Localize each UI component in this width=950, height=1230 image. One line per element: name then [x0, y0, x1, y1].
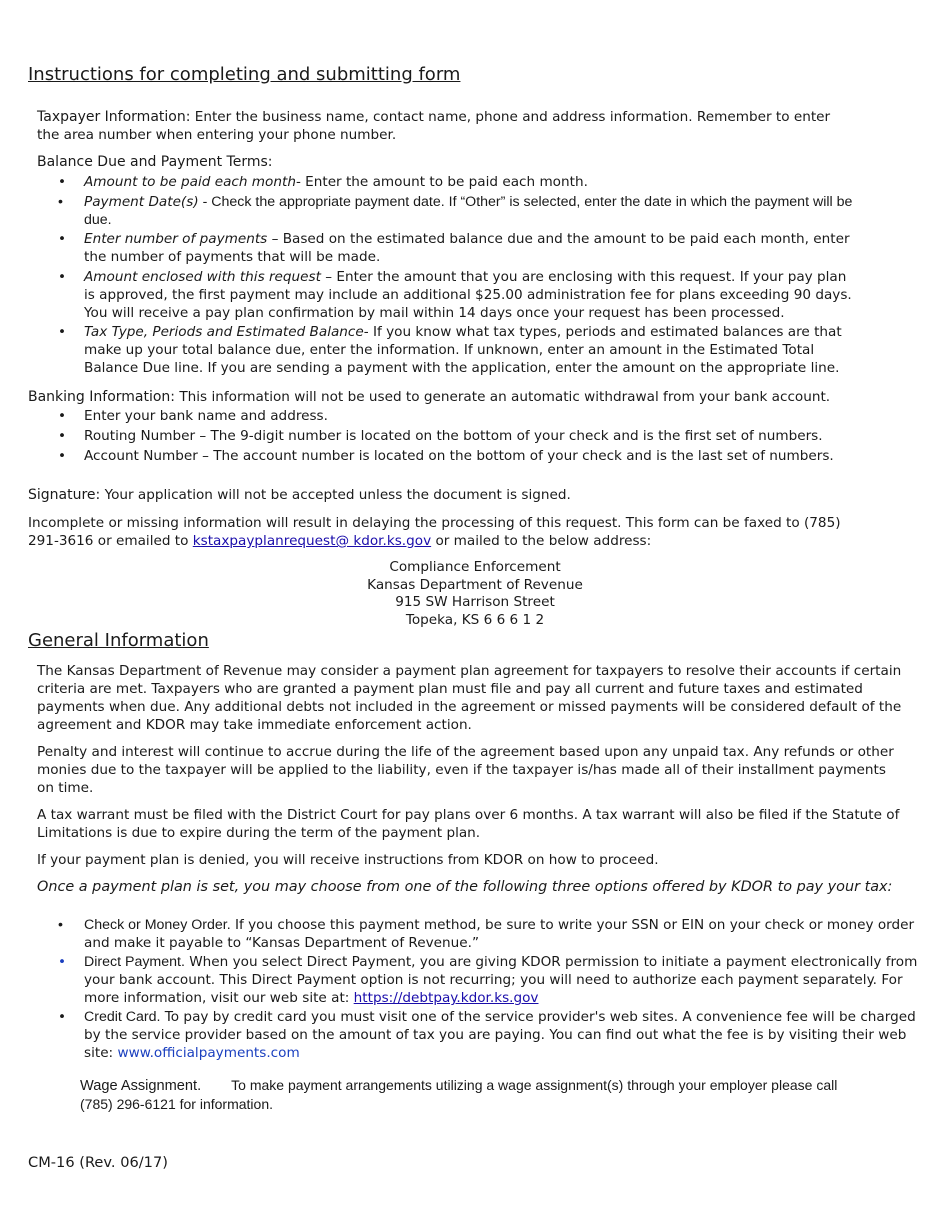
general-paragraph-3: A tax warrant must be filed with the District Court for pay plans over 6 months. A tax warrant will also be filed if the Statute of Limitations is due to expire during the term of the payment plan. [37, 807, 900, 841]
officialpayments-link[interactable]: www.officialpayments.com [117, 1045, 300, 1061]
list-item: • Tax Type, Periods and Estimated Balance- If you know what tax types, periods and estimated balances are that make up your total balance due, enter the information. If unknown, enter an amount in the Estimated Total Balance Due line. If you are sending a payment with the application, enter the amount on the appropriate line. [58, 324, 842, 376]
email-link[interactable]: kstaxpayplanrequest@ kdor.ks.gov [192, 533, 432, 549]
instructions-heading: Instructions for completing and submitting form [28, 64, 461, 85]
list-item: • Amount enclosed with this request – Enter the amount that you are enclosing with this request. If your pay plan is approved, the first payment may include an additional $25.00 administration fee for plans exceeding 90 days. You will receive a pay plan confirmation by mail within 14 days once your request has been processed. [58, 269, 852, 321]
taxpayer-label: Taxpayer Information: [37, 109, 191, 125]
wage-label: Wage Assignment. [80, 1078, 202, 1094]
banking-text: This information will not be used to generate an automatic withdrawal from your bank account. [175, 389, 831, 405]
list-item: • Enter number of payments – Based on the estimated balance due and the amount to be paid each month, enter the number of payments that will be made. [58, 231, 850, 265]
balance-list [28, 173, 853, 377]
general-paragraph-4: If your payment plan is denied, you will receive instructions from KDOR on how to proceed. [37, 852, 659, 868]
incomplete-paragraph: Incomplete or missing information will result in delaying the processing of this request. This form can be faxed to (785) 291-3616 or emailed to kstaxpayplanrequest@ kdor.ks.gov or mailed to the below address: [28, 515, 841, 549]
wage-text: To make payment arrangements utilizing a wage assignment(s) through your employer please call (785) 296-6121 for information. [80, 1077, 838, 1112]
signature-text: Your application will not be accepted unless the document is signed. [100, 487, 571, 503]
banking-label: Banking Information: [28, 389, 176, 405]
list-item: • Payment Date(s) - Check the appropriate payment date. If “Other” is selected, enter the date in which the payment will be due. [58, 194, 853, 228]
mailing-address [0, 559, 950, 629]
list-item: • Amount to be paid each month- Enter the amount to be paid each month. [58, 174, 588, 190]
signature-paragraph [28, 486, 571, 504]
list-item: • Check or Money Order. If you choose this payment method, be sure to write your SSN or EIN on your check or money order and make it payable to “Kansas Department of Revenue.” [58, 917, 915, 951]
payment-options-list [28, 916, 918, 1062]
options-intro: Once a payment plan is set, you may choose from one of the following three options offered by KDOR to pay your tax: [37, 879, 893, 895]
list-item: • Routing Number – The 9-digit number is located on the bottom of your check and is the first set of numbers. [58, 428, 823, 444]
address-line: Topeka, KS 6 6 6 1 2 [405, 611, 545, 628]
general-paragraph-1: The Kansas Department of Revenue may consider a payment plan agreement for taxpayers to resolve their accounts if certain criteria are met. Taxpayers who are granted a payment plan must file and pay all current and future taxes and estimated payments when due. Any additional debts not included in the agreement or missed payments will be considered default of the agreement and KDOR may take immediate enforcement action. [37, 663, 902, 733]
list-item: • Direct Payment. When you select Direct Payment, you are giving KDOR permission to initiate a payment electronically from your bank account. This Direct Payment option is not recurring; you will need to authorize each payment separately. For more information, visit our web site at: https://debtpay.kdor.ks.gov [58, 954, 918, 1006]
taxpayer-paragraph [37, 108, 852, 144]
banking-list [28, 407, 918, 465]
form-number: CM-16 (Rev. 06/17) [28, 1154, 168, 1171]
debtpay-link[interactable]: https://debtpay.kdor.ks.gov [353, 990, 539, 1006]
list-item: • Enter your bank name and address. [58, 408, 328, 424]
address-line: Kansas Department of Revenue [367, 576, 583, 593]
taxpayer-text: Enter the business name, contact name, phone and address information. Remember to enter the area number when entering your phone number. [37, 109, 831, 143]
banking-paragraph [28, 388, 908, 406]
general-heading: General Information [28, 630, 209, 651]
address-line: Compliance Enforcement [389, 559, 561, 575]
list-item: • Credit Card. To pay by credit card you must visit one of the service provider's web sites. A convenience fee will be charged by the service provider based on the amount of tax you are paying. You can find out what the fee is by visiting their web site: www.officialpayments.com [58, 1009, 916, 1061]
signature-label: Signature: [28, 487, 101, 503]
address-line: 915 SW Harrison Street [395, 594, 555, 610]
balance-heading: Balance Due and Payment Terms: [37, 154, 273, 170]
general-paragraph-2: Penalty and interest will continue to accrue during the life of the agreement based upon any unpaid tax. Any refunds or other monies due to the taxpayer will be applied to the liability, even if the taxpayer is/has made all of their installment payments on time. [37, 744, 894, 796]
wage-assignment [80, 1076, 870, 1113]
list-item: • Account Number – The account number is located on the bottom of your check and is the last set of numbers. [58, 448, 834, 464]
